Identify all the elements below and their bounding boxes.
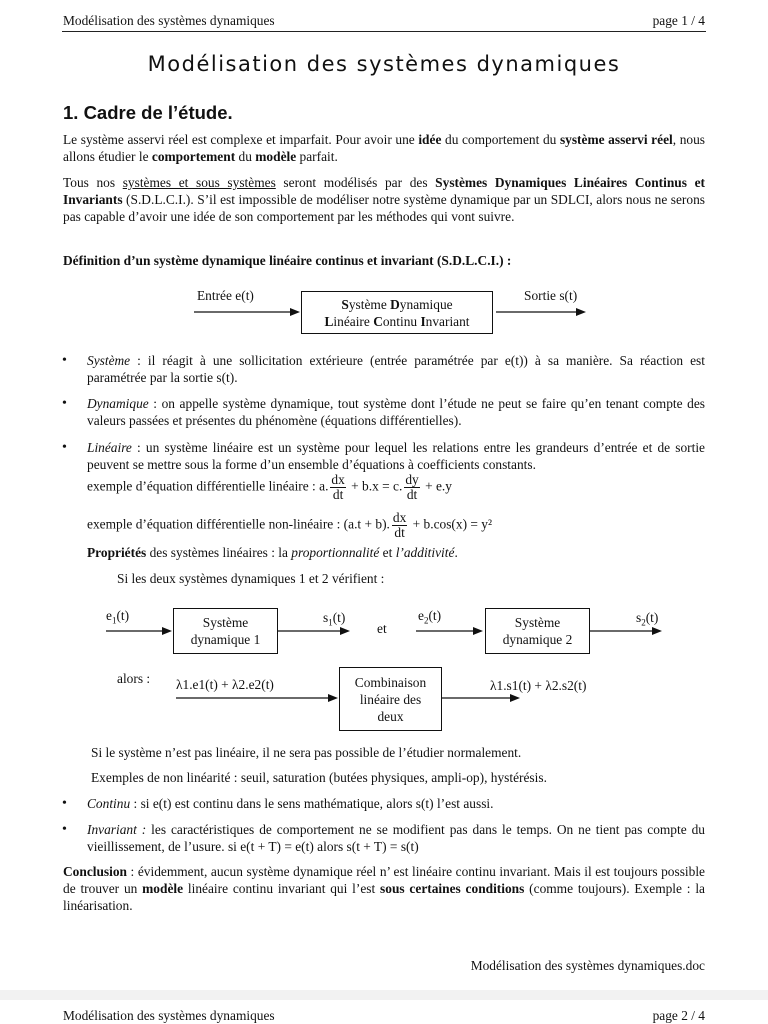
intro-paragraph: Le système asservi réel est complexe et imparfait. Pour avoir une idée du comportement du système asservi réel, nous allons étudier le comportement du modèle parfait. <box>63 132 705 164</box>
s2-label: $s_2(t)$ <box>636 610 659 628</box>
header2-title: Modélisation des systèmes dynamiques <box>63 1008 275 1023</box>
s1-label: $s_1(t)$ <box>323 610 346 628</box>
conclusion-paragraph: Conclusion : évidemment, aucun système dynamique réel n’ est linéaire continu invariant. Mais il est toujours possible de trouver un modèle linéaire continu invariant qui l’est sous certaines conditions (comme toujours). Exemple : la linéarisation. <box>63 864 705 913</box>
properties-line: Propriétés des systèmes linéaires : la proportionnalité et l’additivité. <box>87 545 458 560</box>
header-rule <box>62 31 706 32</box>
bullet-dot: • <box>62 396 67 411</box>
bullet-dot: • <box>62 796 67 811</box>
combination-input: λ1.e1(t) + λ2.e2(t) <box>176 677 274 692</box>
if-line: Si les deux systèmes dynamiques 1 et 2 vérifient : <box>117 571 385 586</box>
header-page-number: page 1 / 4 <box>652 13 705 28</box>
bullet-dot: • <box>62 822 67 837</box>
input-label: Entrée e(t) <box>197 288 254 303</box>
definition-heading: Définition d’un système dynamique linéaire continus et invariant (S.D.L.C.I.) : <box>63 253 512 268</box>
document-title: Modélisation des systèmes dynamiques <box>147 52 621 76</box>
nonlinear-note: Si le système n’est pas linéaire, il ne sera pas possible de l’étudier normalement. <box>91 745 522 760</box>
linear-equation: exemple d’équation différentielle linéaire : a. $\frac{dx}{dt}$ + b.x = c. $\frac{dy}{dt}$ + e.y <box>87 472 452 502</box>
sdlci-box: Système Dynamique Linéaire Continu Invariant <box>301 291 493 334</box>
combination-box: Combinaison linéaire des deux <box>339 667 442 731</box>
bullet-dot: • <box>62 440 67 455</box>
page-gap <box>0 990 768 1000</box>
bullet-invariant: Invariant : les caractéristiques de comportement ne se modifient pas dans le temps. On ne tient pas compte du vieillissement, de l’usure. si e(t + T) = e(t) alors s(t + T) = s(t) <box>87 822 705 854</box>
alors-label: alors : <box>117 671 151 686</box>
bullet-systeme: Système : il réagit à une sollicitation extérieure (entrée paramétrée par e(t)) à sa manière. Sa réaction est paramétrée par la sortie s(t). <box>87 353 705 385</box>
et-label: et <box>377 621 387 636</box>
system1-box: Système dynamique 1 <box>173 608 278 654</box>
e2-label: $e_2(t)$ <box>418 608 442 626</box>
nonlinear-examples: Exemples de non linéarité : seuil, saturation (butées physiques, ampli-op), hystérésis. <box>91 770 547 785</box>
system2-box: Système dynamique 2 <box>485 608 590 654</box>
header2-page-number: page 2 / 4 <box>652 1008 705 1023</box>
e1-label: $e_1(t)$ <box>106 608 130 626</box>
bullet-dot: • <box>62 353 67 368</box>
header-title: Modélisation des systèmes dynamiques <box>63 13 275 28</box>
footer-filename: Modélisation des systèmes dynamiques.doc <box>470 958 705 973</box>
nonlinear-equation: exemple d’équation différentielle non-linéaire : (a.t + b). $\frac{dx}{dt}$ + b.cos(x) = y² <box>87 510 493 540</box>
output-label: Sortie s(t) <box>524 288 578 303</box>
bullet-dynamique: Dynamique : on appelle système dynamique, tout système dont l’étude ne peut se faire qu’en tenant compte des valeurs passées et présentes du phénomène (équations différentielles). <box>87 396 705 428</box>
combination-output: λ1.s1(t) + λ2.s2(t) <box>490 678 587 693</box>
sdlci-paragraph: Tous nos systèmes et sous systèmes seront modélisés par des Systèmes Dynamiques Linéaires Continus et Invariants (S.D.L.C.I.). S’il est impossible de modéliser notre système dynamique par un SDLCI, alors nous ne serons pas capable d’avoir une idée de son comportement par les méthodes qui vont suivre. <box>63 175 705 224</box>
bullet-lineaire: Linéaire : un système linéaire est un système pour lequel les relations entre les grandeurs d’entrée et de sortie peuvent se mettre sous la forme d’un ensemble d’équations à coefficients constants. <box>87 440 705 472</box>
bullet-continu: Continu : si e(t) est continu dans le sens mathématique, alors s(t) l’est aussi. <box>87 796 494 811</box>
section-heading: 1. Cadre de l’étude. <box>63 102 233 123</box>
